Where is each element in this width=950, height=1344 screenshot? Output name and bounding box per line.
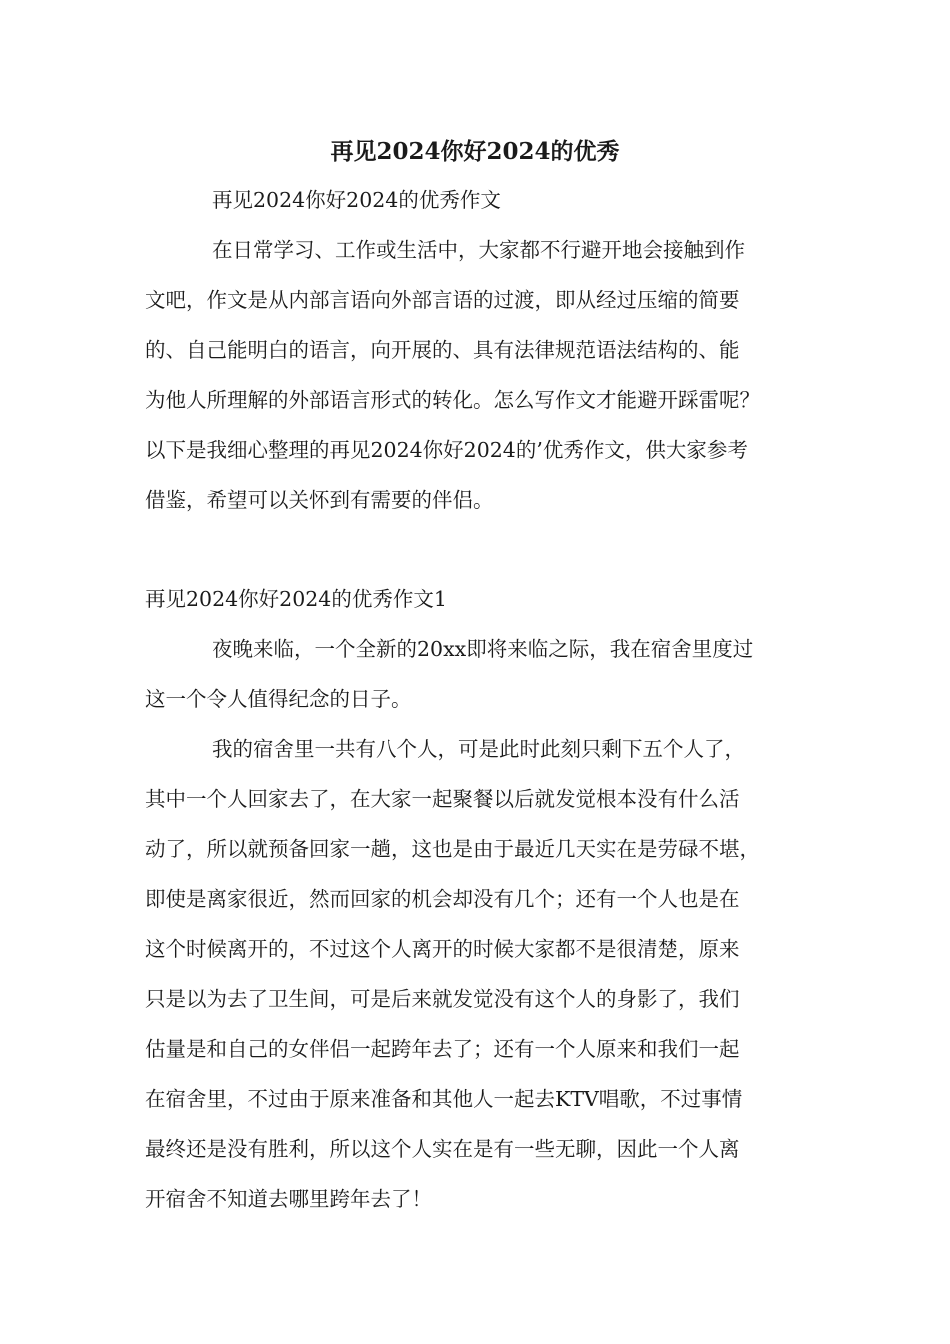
para2-line-1: 我的宿舍里一共有八个人，可是此时此刻只剩下五个人了， [212,737,745,761]
section-heading: 再见2024你好2024的优秀作文1 [145,587,447,611]
intro-line-4: 为他人所理解的外部语言形式的转化。怎么写作文才能避开踩雷呢？ [145,388,760,412]
para2-line-2: 其中一个人回家去了，在大家一起聚餐以后就发觉根本没有什么活 [145,787,740,811]
intro-line-6: 借鉴，希望可以关怀到有需要的伴侣。 [145,488,494,512]
para2-line-7: 估量是和自己的女伴侣一起跨年去了；还有一个人原来和我们一起 [145,1037,740,1061]
para1-line-2: 这一个令人值得纪念的日子。 [145,687,412,711]
para2-line-6: 只是以为去了卫生间，可是后来就发觉没有这个人的身影了，我们 [145,987,740,1011]
intro-line-3: 的、自己能明白的语言，向开展的、具有法律规范语法结构的、能 [145,338,740,362]
para2-line-10: 开宿舍不知道去哪里跨年去了！ [145,1187,432,1211]
intro-line-2: 文吧，作文是从内部言语向外部言语的过渡，即从经过压缩的简要 [145,288,740,312]
document-title: 再见2024你好2024的优秀 [330,138,620,165]
intro-line-1: 在日常学习、工作或生活中，大家都不行避开地会接触到作 [212,238,745,262]
para1-line-1: 夜晚来临，一个全新的20xx即将来临之际，我在宿舍里度过 [212,637,754,661]
para2-line-8: 在宿舍里，不过由于原来准备和其他人一起去KTV唱歌，不过事情 [145,1087,743,1111]
subtitle-line: 再见2024你好2024的优秀作文 [212,188,501,212]
para2-line-5: 这个时候离开的，不过这个人离开的时候大家都不是很清楚，原来 [145,937,740,961]
para2-line-4: 即使是离家很近，然而回家的机会却没有几个；还有一个人也是在 [145,887,740,911]
para2-line-9: 最终还是没有胜利，所以这个人实在是有一些无聊，因此一个人离 [145,1137,740,1161]
intro-line-5: 以下是我细心整理的再见2024你好2024的’优秀作文，供大家参考 [145,438,748,462]
para2-line-3: 动了，所以就预备回家一趟，这也是由于最近几天实在是劳碌不堪， [145,837,760,861]
